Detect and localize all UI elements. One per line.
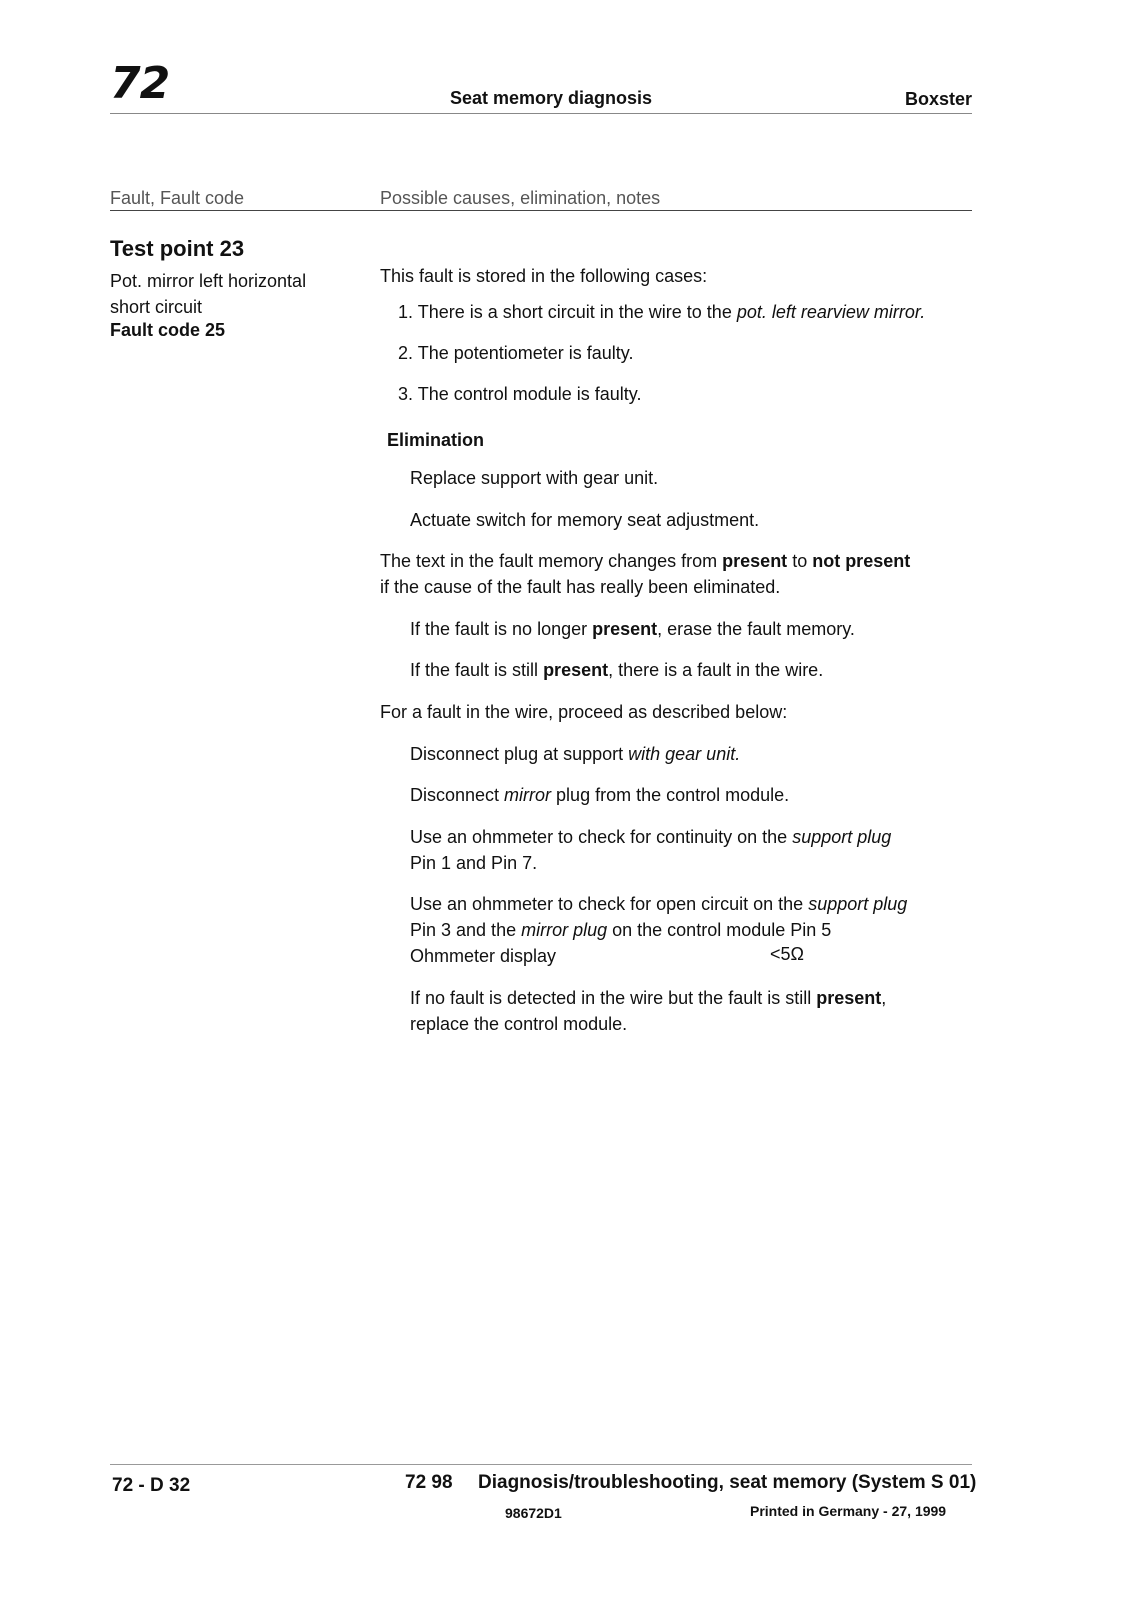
text-run: Pin 3 and the: [410, 920, 522, 940]
case-number: 2.: [398, 343, 414, 363]
text-run: If no fault is detected in the wire but the fault is still: [410, 988, 817, 1008]
fault-code: Fault code 25: [110, 320, 226, 340]
footer-rule: [110, 1464, 972, 1465]
column-rule: [110, 210, 972, 211]
proceed-text: For a fault in the wire, proceed as described below:: [380, 702, 788, 722]
memory-change-text: [380, 548, 940, 600]
document-code: 98672D1: [505, 1505, 562, 1521]
disconnect-support-text: [410, 741, 740, 767]
case-text: The control module is faulty.: [417, 384, 642, 404]
no-longer-present-text: [410, 616, 855, 642]
column-heading-fault: Fault, Fault code: [110, 188, 245, 208]
text-run: Use an ohmmeter to check for open circuit on the: [410, 894, 809, 914]
test-point-title: Test point 23: [110, 236, 245, 261]
column-heading-causes: Possible causes, elimination, notes: [380, 188, 661, 208]
text-run: , there is a fault in the wire.: [608, 660, 824, 680]
document-number: 72 98: [405, 1472, 453, 1493]
final-instruction-text: [410, 985, 950, 1037]
test-point-description: [110, 268, 340, 320]
step-text: Replace support with gear unit.: [410, 468, 659, 488]
model-name: Boxster: [905, 89, 973, 109]
description-line: short circuit: [110, 297, 203, 317]
open-circuit-check-text: [410, 891, 950, 969]
case-text: There is a short circuit in the wire to the: [417, 302, 737, 322]
printed-note: Printed in Germany - 27, 1999: [750, 1503, 947, 1519]
text-run: plug from the control module.: [551, 785, 790, 805]
text-run: if the cause of the fault has really been eliminated.: [380, 577, 781, 597]
text-run: to: [787, 551, 813, 571]
description-line: Pot. mirror left horizontal: [110, 271, 307, 291]
text-run: Disconnect plug at support: [410, 744, 629, 764]
case-text: The potentiometer is faulty.: [417, 343, 634, 363]
text-run: Pin 1 and Pin 7.: [410, 853, 538, 873]
elimination-heading: Elimination: [387, 430, 485, 450]
text-run: on the control module Pin 5: [607, 920, 832, 940]
page-number: 72 - D 32: [112, 1475, 191, 1496]
intro-text: This fault is stored in the following cases:: [380, 266, 708, 286]
still-present-text: [410, 657, 823, 683]
chapter-number: 72: [110, 58, 170, 109]
text-run: Disconnect: [410, 785, 505, 805]
ohmmeter-value: <5Ω: [770, 944, 804, 964]
document-title: Diagnosis/troubleshooting, seat memory (System S 01): [478, 1472, 977, 1493]
text-run: ,: [881, 988, 887, 1008]
text-run: The text in the fault memory changes from: [380, 551, 723, 571]
step-text: Actuate switch for memory seat adjustment.: [410, 510, 760, 530]
text-italic: support plug: [808, 894, 908, 914]
header-rule: [110, 113, 972, 114]
page-header-title: Seat memory diagnosis: [450, 88, 653, 108]
text-italic: mirror: [504, 785, 552, 805]
case-item: [398, 340, 633, 366]
text-italic: with gear unit.: [628, 744, 741, 764]
text-italic: support plug: [792, 827, 892, 847]
text-run: If the fault is no longer: [410, 619, 593, 639]
text-run: Use an ohmmeter to check for continuity on the: [410, 827, 793, 847]
text-bold: present: [543, 660, 609, 680]
text-bold: present: [592, 619, 658, 639]
text-italic: mirror plug: [521, 920, 608, 940]
text-run: If the fault is still: [410, 660, 544, 680]
text-bold: not present: [812, 551, 911, 571]
disconnect-mirror-text: [410, 782, 789, 808]
case-text-italic: pot. left rearview mirror.: [736, 302, 926, 322]
case-number: 3.: [398, 384, 414, 404]
text-bold: present: [816, 988, 882, 1008]
text-run: , erase the fault memory.: [657, 619, 855, 639]
ohmmeter-label: Ohmmeter display: [410, 946, 557, 966]
text-bold: present: [722, 551, 788, 571]
continuity-check-text: [410, 824, 930, 876]
case-item: [398, 381, 641, 407]
text-run: replace the control module.: [410, 1014, 628, 1034]
case-item: [398, 299, 925, 325]
case-number: 1.: [398, 302, 414, 322]
